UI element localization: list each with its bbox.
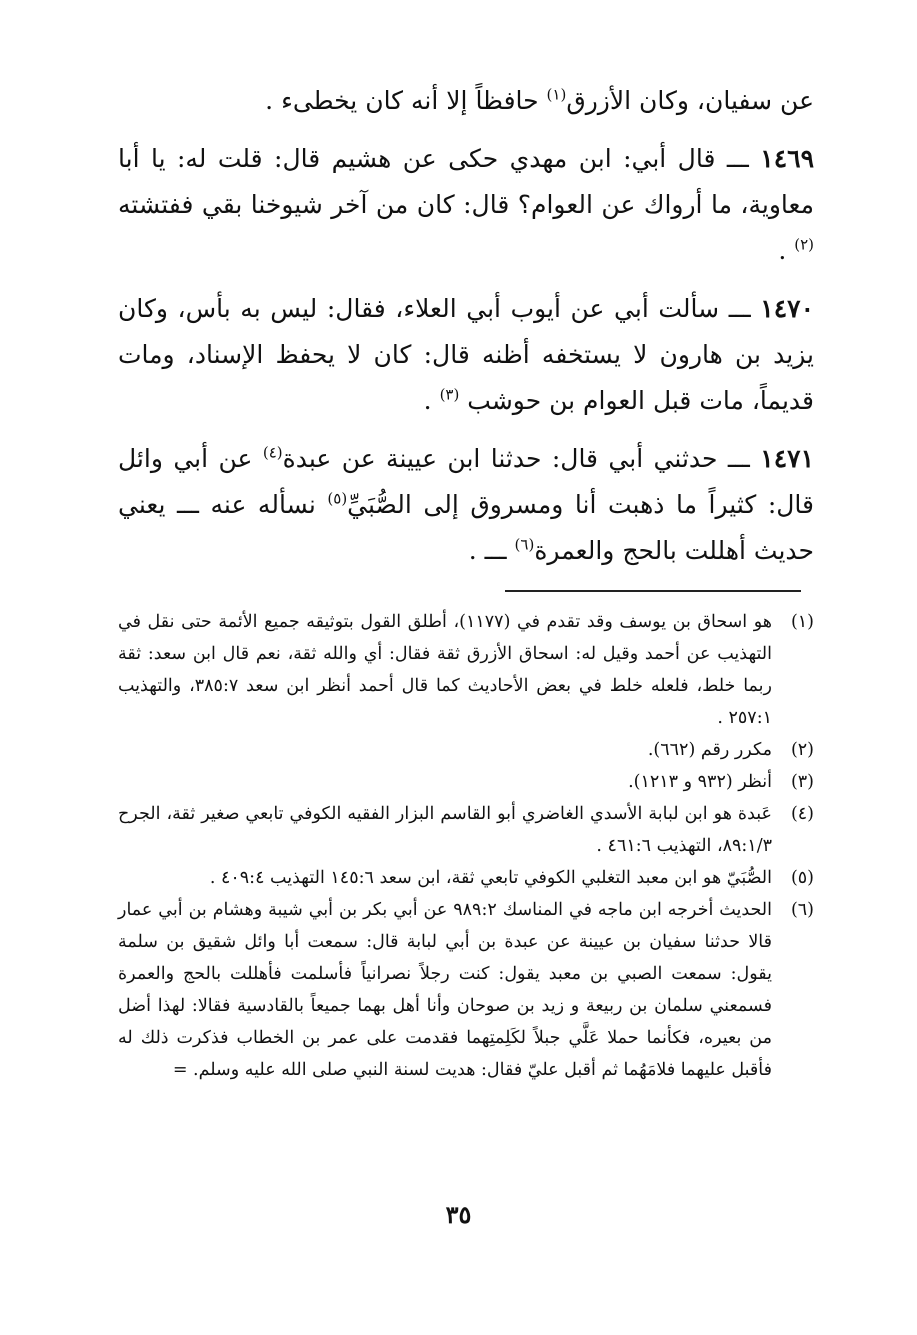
footnote-number: (١) bbox=[790, 612, 814, 632]
entry-text: سألت أبي عن أيوب أبي العلاء، فقال: ليس به بأس، وكان يزيد بن هارون لا يستخفه أظنه قال: كان لا يحفظ الإسناد، ومات قديماً، مات قبل العوام بن حوشب bbox=[118, 294, 814, 415]
entry-text-c: نسأله عنه ـــ يعني حديث أهللت بالحج والعمرة bbox=[118, 490, 814, 565]
footnote-number: (٢) bbox=[790, 740, 814, 760]
entry-dash: ـــ bbox=[719, 294, 761, 323]
entry-tail: ـــ . bbox=[468, 536, 515, 565]
entry-tail: . bbox=[423, 386, 440, 415]
entry-number: ١٤٦٩ bbox=[760, 144, 814, 173]
footnote-text: الصُّبَيّ هو ابن معبد التغلبي الكوفي تابعي ثقة، ابن سعد ١٤٥:٦ التهذيب ٤٠٩:٤ . bbox=[209, 868, 772, 888]
footnote-text: أنظر (٩٣٢ و ١٢١٣). bbox=[628, 772, 772, 792]
footnote-ref-2: (٢) bbox=[794, 235, 814, 254]
entry-1469 bbox=[118, 136, 814, 274]
footnote-text: عَبدة هو ابن لبابة الأسدي الغاضري أبو القاسم البزار الفقيه الكوفي تابعي صغير ثقة، الجرح ٨٩:١/٣، التهذيب ٤٦١:٦ . bbox=[118, 804, 772, 856]
entry-text: قال أبي: ابن مهدي حكى عن هشيم قال: قلت له: يا أبا معاوية، ما أرواك عن العوام؟ قال: كان من آخر شيوخنا بقي ففتشته bbox=[118, 144, 814, 219]
entry-dash: ـــ bbox=[715, 144, 761, 173]
footnote-number: (٦) bbox=[790, 900, 814, 920]
intro-text: عن سفيان، وكان الأزرق bbox=[566, 86, 814, 115]
footnote-divider bbox=[505, 590, 801, 592]
footnote-ref-4: (٤) bbox=[262, 443, 283, 462]
intro-tail: حافظاً إلا أنه كان يخطىء . bbox=[265, 86, 539, 115]
footnote-text: مكرر رقم (٦٦٢). bbox=[647, 740, 772, 760]
entry-dash: ـــ bbox=[717, 444, 761, 473]
footnote-ref-5: (٥) bbox=[327, 489, 348, 508]
footnote-6 bbox=[118, 894, 814, 1086]
intro-paragraph bbox=[118, 78, 814, 124]
footnote-number: (٣) bbox=[790, 772, 814, 792]
footnote-2 bbox=[118, 734, 814, 766]
footnote-ref-6: (٦) bbox=[514, 535, 535, 554]
footnote-3 bbox=[118, 766, 814, 798]
footnote-number: (٤) bbox=[790, 804, 814, 824]
entry-1471 bbox=[118, 436, 814, 574]
footnote-4 bbox=[118, 798, 814, 862]
page-number: ٣٥ bbox=[445, 1200, 472, 1229]
entry-1470 bbox=[118, 286, 814, 424]
footnote-text: الحديث أخرجه ابن ماجه في المناسك ٩٨٩:٢ عن أبي بكر بن أبي شيبة وهشام بن أبي عمار قالا حدثنا سفيان بن عيينة عن عبدة بن أبي لبابة قال: سمعت أبا وائل شقيق بن سلمة يقول: سمعت الصبي بن معبد يقول: كنت رجلاً نصرانياً فأسلمت فأهللت بالحج والعمرة فسمعني سلمان بن ربيعة و زيد بن صوحان وأنا أهل بهما جميعاً بالقادسية فقالا: لهذا أضل من بعيره، فكأنما حملا عَلَّي جبلاً لكَلِمتِهما فقدمت على عمر بن الخطاب فذكرت ذلك له فأقبل عليهما فلامَهُما ثم أقبل عليّ فقال: هديت لسنة النبي صلى الله عليه وسلم. = bbox=[118, 900, 772, 1080]
entry-number: ١٤٧٠ bbox=[760, 294, 815, 323]
footnotes bbox=[118, 606, 814, 1086]
entry-tail: . bbox=[778, 236, 795, 265]
entry-number: ١٤٧١ bbox=[760, 444, 814, 473]
footnote-ref-3: (٣) bbox=[439, 385, 460, 404]
footnote-number: (٥) bbox=[790, 868, 814, 888]
main-text bbox=[118, 78, 814, 586]
footnote-5 bbox=[118, 862, 814, 894]
footnote-text: هو اسحاق بن يوسف وقد تقدم في (١١٧٧)، أطلق القول بتوثيقه جميع الأئمة حتى نقل في التهذيب عن أحمد وقيل له: اسحاق الأزرق ثقة فقال: أي والله ثقة، نعم قال ابن سعد: ثقة ربما خلط، فلعله خلط في بعض الأحاديث كما قال أحمد أنظر ابن سعد ٣٨٥:٧، والتهذيب ٢٥٧:١ . bbox=[118, 612, 772, 728]
footnote-ref-1: (١) bbox=[546, 85, 567, 104]
entry-text-a: حدثني أبي قال: حدثنا ابن عيينة عن عبدة bbox=[282, 444, 718, 473]
footnote-1 bbox=[118, 606, 814, 734]
entry-text-b: عن أبي وائل قال: كثيراً ما ذهبت أنا ومسروق إلى الصُّبَيِّ bbox=[118, 444, 814, 519]
